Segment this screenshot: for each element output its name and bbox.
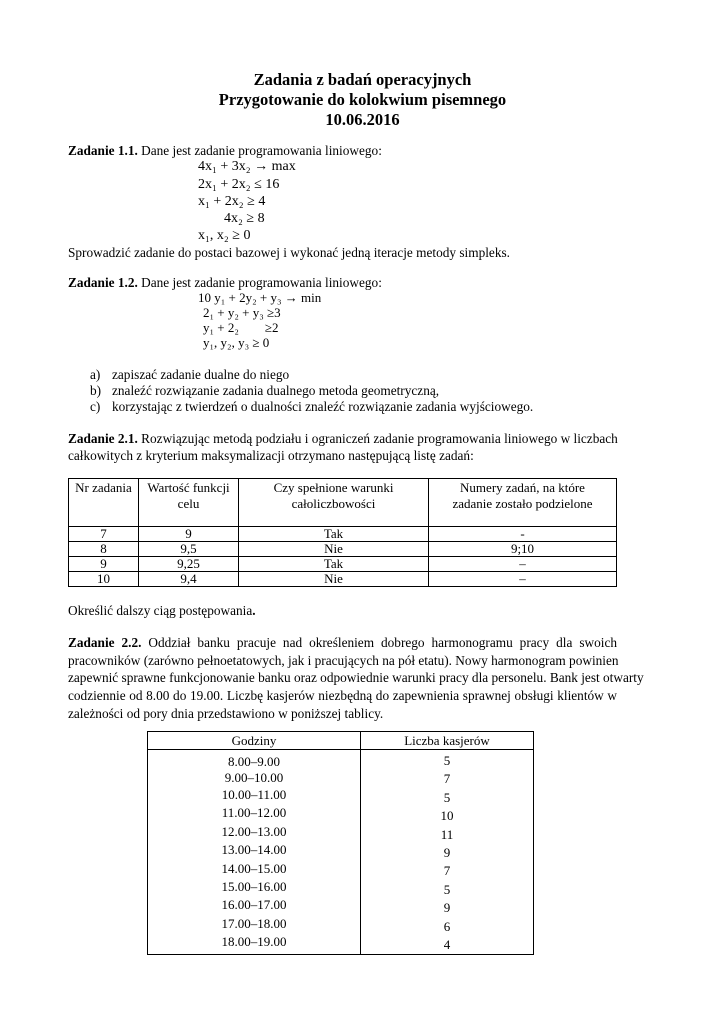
hours-cell: 16.00–17.00 (221, 897, 287, 913)
list-text: zapiszać zadanie dualne do niego (112, 367, 290, 382)
list-marker: a) (90, 367, 101, 382)
table-row (69, 542, 617, 557)
column-header: Godziny (148, 732, 361, 750)
task-2-2-paragraph-line: codziennie od 8.00 do 19.00. Liczbę kasjerów niezbędną do zapewnienia sprawnej obsługi klientów w (68, 688, 617, 703)
task-intro: Dane jest zadanie programowania liniowego: (137, 275, 382, 290)
hours-cell: 12.00–13.00 (221, 823, 287, 839)
cashiers-cell: 5 (443, 789, 451, 805)
hours-cell: 9.00–10.00 (224, 770, 284, 785)
title: Zadania z badań operacyjnych (253, 70, 472, 89)
table-cell: 7 (69, 527, 139, 542)
date: 10.06.2016 (325, 110, 400, 129)
column-header: Numery zadań, na które zadanie zostało podzielone (429, 479, 617, 527)
task-label: Zadanie 2.2. (68, 635, 142, 650)
hours-cell: 17.00–18.00 (221, 915, 287, 931)
hours-list (148, 754, 360, 952)
question-text: Określić dalszy ciąg postępowania (68, 603, 253, 618)
table-cell: 9,5 (139, 542, 239, 557)
list-item (90, 383, 439, 398)
equation: x₁ + 2x₂ ≥ 4 (198, 194, 266, 209)
table-header-row (69, 479, 617, 527)
task-label: Zadanie 2.1. (68, 431, 138, 446)
table-cell: – (429, 572, 617, 587)
column-header: Wartość funkcji celu (139, 479, 239, 527)
task-2-1-heading (68, 431, 618, 446)
table-row (69, 527, 617, 542)
cashiers-cell: 5 (443, 753, 451, 768)
table-cell: 9 (139, 527, 239, 542)
equation: 4x₂ ≥ 8 (224, 211, 265, 226)
equation: 2₁ + y₂ + y₃ ≥3 (203, 305, 281, 320)
cashiers-cell: 4 (443, 937, 451, 953)
equation: y₁ + 2₂ ≥2 (203, 320, 279, 335)
task-instruction: Sprowadzić zadanie do postaci bazowej i wykonać jedną iteracje metody simpleks. (68, 245, 510, 260)
task-1-1-heading (68, 143, 382, 158)
task-2-2-paragraph-line (68, 635, 617, 650)
table-cell: 9 (69, 557, 139, 572)
table-cell: – (429, 557, 617, 572)
subtitle: Przygotowanie do kolokwium pisemnego (218, 90, 507, 109)
table-cell: 8 (69, 542, 139, 557)
list-text: korzystając z twierdzeń o dualności znaleźć rozwiązanie zadania wyjściowego. (112, 399, 534, 414)
task-intro: Dane jest zadanie programowania liniowego: (137, 143, 382, 158)
column-header: Nr zadania (69, 479, 139, 527)
hours-column (148, 750, 361, 955)
cashiers-cell: 9 (443, 845, 451, 861)
table-cell: Nie (239, 572, 429, 587)
table-cell: Nie (239, 542, 429, 557)
table-header-row (148, 732, 534, 750)
task-question (68, 603, 256, 618)
table-cell: Tak (239, 527, 429, 542)
hours-cell: 10.00–11.00 (221, 787, 287, 802)
equation: 2x₁ + 2x₂ ≤ 16 (198, 177, 280, 192)
table-row (69, 572, 617, 587)
task-text: całkowitych z kryterium maksymalizacji otrzymano następującą listę zadań: (68, 448, 474, 463)
cashiers-cell: 6 (443, 918, 451, 934)
branch-and-bound-table (68, 478, 617, 587)
list-marker: c) (90, 399, 101, 414)
table-cell: 9,4 (139, 572, 239, 587)
cashiers-cell: 10 (440, 808, 454, 824)
list-item (90, 367, 289, 382)
table-cell: 9,25 (139, 557, 239, 572)
cashier-schedule-table (147, 731, 534, 955)
question-period: . (252, 603, 256, 618)
cashiers-cell: 7 (443, 863, 451, 879)
hours-cell: 13.00–14.00 (221, 842, 287, 858)
cashiers-list (361, 752, 533, 954)
equation: x₁, x₂ ≥ 0 (198, 228, 251, 243)
list-item (90, 399, 533, 414)
hours-cell: 15.00–16.00 (221, 879, 287, 895)
task-1-2-heading (68, 275, 382, 290)
list-text: znaleźć rozwiązanie zadania dualnego metoda geometryczną, (112, 383, 440, 398)
table-cell: Tak (239, 557, 429, 572)
equation: 4x₁ + 3x₂ → max (198, 159, 296, 174)
hours-cell: 18.00–19.00 (221, 934, 287, 950)
equation: 10 y₁ + 2y₂ + y₃ → min (198, 290, 322, 305)
column-header: Czy spełnione warunki całoliczbowości (239, 479, 429, 527)
cashiers-cell: 9 (443, 900, 451, 916)
task-text: Oddział banku pracuje nad określeniem dobrego harmonogramu pracy dla swoich (141, 635, 618, 650)
hours-cell: 8.00–9.00 (228, 754, 280, 769)
table-body-row (148, 750, 534, 955)
cashiers-cell: 11 (440, 826, 454, 842)
task-label: Zadanie 1.2. (68, 275, 138, 290)
table-cell: 9;10 (429, 542, 617, 557)
column-header: Liczba kasjerów (361, 732, 534, 750)
list-marker: b) (90, 383, 102, 398)
task-2-2-paragraph-line: zapewnić sprawne funkcjonowanie banku oraz odpowiednie warunki pracy dla personelu. Bank jest otwarty (68, 670, 644, 685)
table-cell: 10 (69, 572, 139, 587)
table-cell: - (429, 527, 617, 542)
task-text: Rozwiązując metodą podziału i ograniczeń zadanie programowania liniowego w liczbach (137, 431, 618, 446)
hours-cell: 14.00–15.00 (221, 860, 287, 876)
task-label: Zadanie 1.1. (68, 143, 138, 158)
cashiers-cell: 5 (443, 881, 451, 897)
hours-cell: 11.00–12.00 (221, 805, 287, 821)
cashiers-column (361, 750, 534, 955)
equation: y₁, y₂, y₃ ≥ 0 (203, 335, 270, 350)
task-2-2-paragraph-line: pracowników (zarówno pełnoetatowych, jak i pracujących na pół etatu). Nowy harmonogram powinien (68, 653, 619, 668)
task-2-2-paragraph-line: zależności od pory dnia przedstawiono w poniższej tablicy. (68, 706, 384, 721)
cashiers-cell: 7 (443, 771, 451, 787)
table-row (69, 557, 617, 572)
